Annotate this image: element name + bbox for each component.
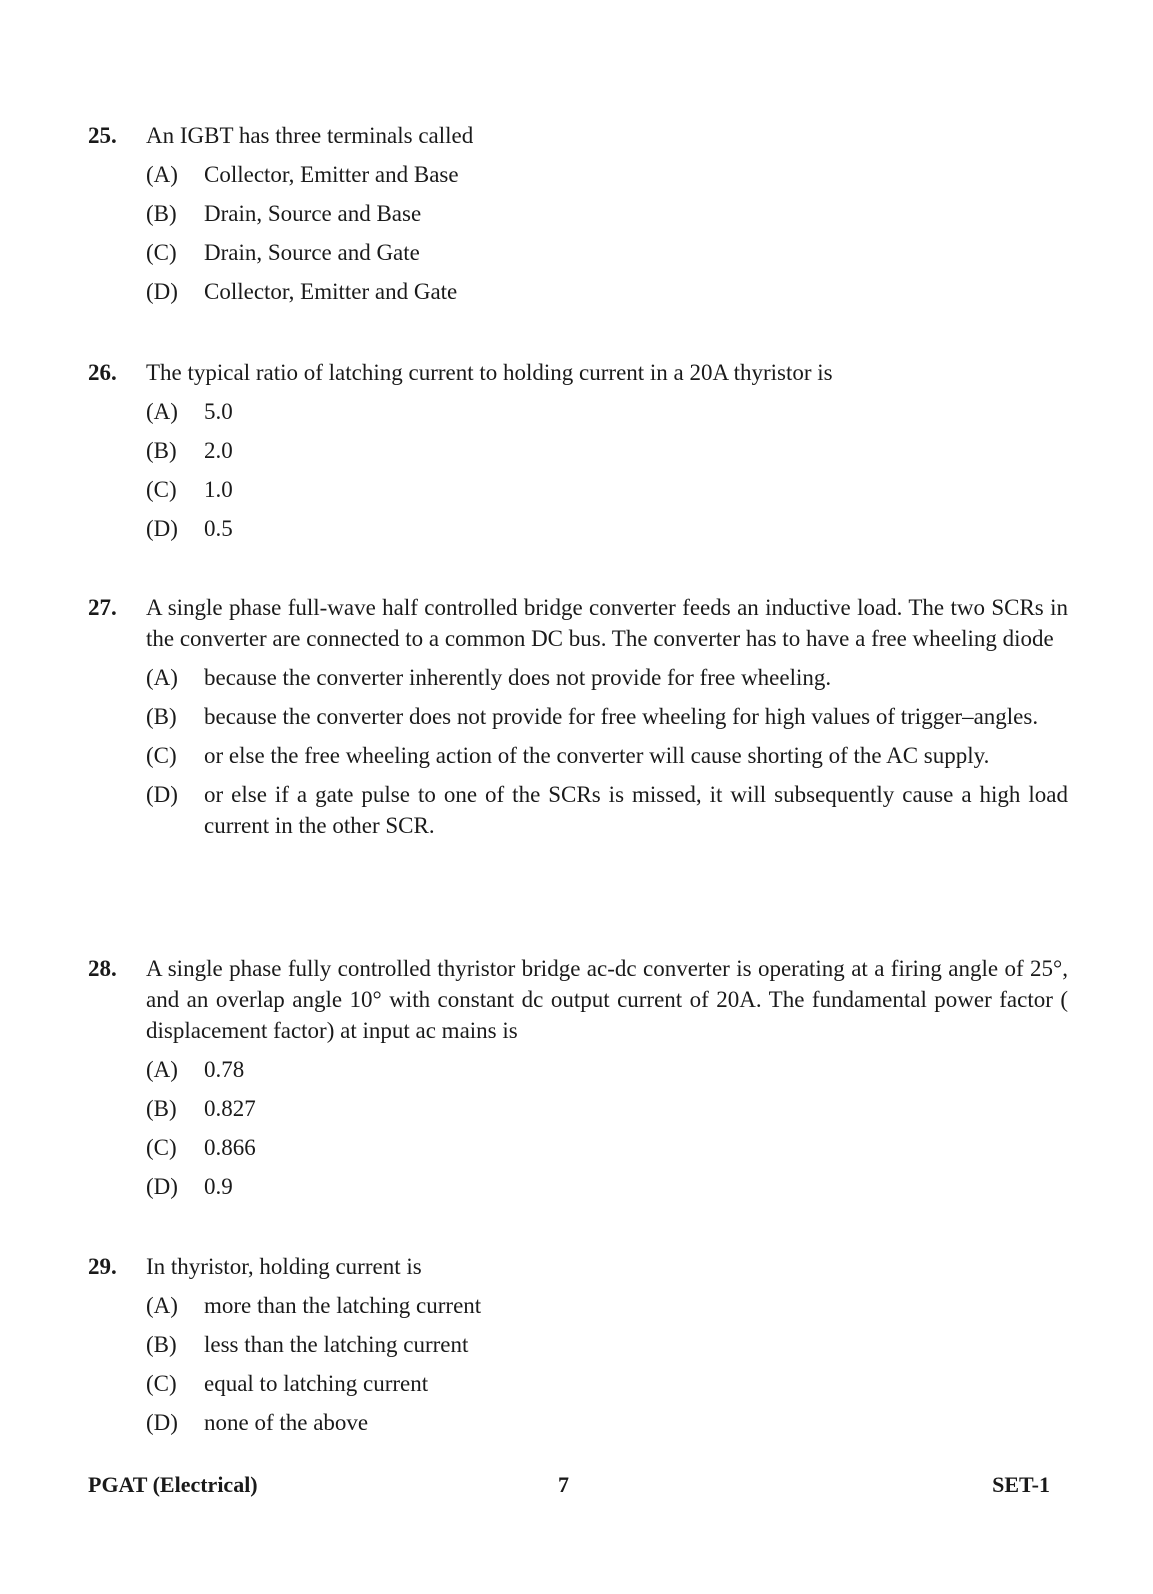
question-number: 29. bbox=[88, 1254, 117, 1279]
option-c bbox=[88, 1368, 1068, 1399]
option-text: more than the latching current bbox=[204, 1293, 482, 1318]
option-text: Drain, Source and Base bbox=[204, 201, 422, 226]
option-b bbox=[88, 435, 1068, 466]
option-text: 1.0 bbox=[204, 477, 233, 502]
option-letter: (C) bbox=[146, 743, 177, 768]
option-d bbox=[88, 779, 1068, 841]
option-letter: (C) bbox=[146, 477, 177, 502]
option-b bbox=[88, 1329, 1068, 1360]
options-list bbox=[88, 1054, 1068, 1202]
options-list bbox=[88, 1290, 1068, 1438]
page-footer bbox=[88, 1472, 1050, 1502]
option-letter: (D) bbox=[146, 516, 178, 541]
option-c bbox=[88, 474, 1068, 505]
option-text: or else if a gate pulse to one of the SCRs is missed, it will subsequently cause a high load current in the other SCR. bbox=[204, 782, 1068, 838]
option-letter: (B) bbox=[146, 438, 177, 463]
question-26 bbox=[88, 357, 1068, 552]
option-text: 0.866 bbox=[204, 1135, 256, 1160]
question-28 bbox=[88, 953, 1068, 1210]
option-text: 0.9 bbox=[204, 1174, 233, 1199]
question-number: 28. bbox=[88, 956, 117, 981]
option-text: Drain, Source and Gate bbox=[204, 240, 420, 265]
option-letter: (D) bbox=[146, 279, 178, 304]
option-text: Collector, Emitter and Gate bbox=[204, 279, 458, 304]
option-letter: (B) bbox=[146, 1096, 177, 1121]
option-c bbox=[88, 237, 1068, 268]
option-letter: (D) bbox=[146, 1410, 178, 1435]
option-text: 0.5 bbox=[204, 516, 233, 541]
set-label: SET-1 bbox=[992, 1472, 1050, 1497]
question-text: An IGBT has three terminals called bbox=[146, 123, 474, 148]
question-29 bbox=[88, 1251, 1068, 1446]
option-letter: (B) bbox=[146, 1332, 177, 1357]
option-text: less than the latching current bbox=[204, 1332, 469, 1357]
option-a bbox=[88, 1290, 1068, 1321]
question-27 bbox=[88, 592, 1068, 849]
options-list bbox=[88, 662, 1068, 841]
option-letter: (D) bbox=[146, 782, 178, 807]
option-letter: (A) bbox=[146, 665, 178, 690]
option-text: because the converter inherently does not provide for free wheeling. bbox=[204, 665, 832, 690]
option-text: none of the above bbox=[204, 1410, 369, 1435]
option-letter: (A) bbox=[146, 1293, 178, 1318]
question-number: 27. bbox=[88, 595, 117, 620]
option-text: 5.0 bbox=[204, 399, 233, 424]
question-text: In thyristor, holding current is bbox=[146, 1254, 422, 1279]
option-text: 0.827 bbox=[204, 1096, 256, 1121]
exam-name: PGAT (Electrical) bbox=[88, 1472, 258, 1497]
question-stem bbox=[88, 1251, 1068, 1282]
option-letter: (B) bbox=[146, 201, 177, 226]
option-letter: (A) bbox=[146, 399, 178, 424]
option-c bbox=[88, 1132, 1068, 1163]
option-a bbox=[88, 159, 1068, 190]
option-text: equal to latching current bbox=[204, 1371, 429, 1396]
option-letter: (B) bbox=[146, 704, 177, 729]
option-d bbox=[88, 1171, 1068, 1202]
option-letter: (D) bbox=[146, 1174, 178, 1199]
option-a bbox=[88, 396, 1068, 427]
option-text: 2.0 bbox=[204, 438, 233, 463]
question-number: 26. bbox=[88, 360, 117, 385]
option-a bbox=[88, 1054, 1068, 1085]
option-letter: (C) bbox=[146, 1371, 177, 1396]
option-letter: (A) bbox=[146, 162, 178, 187]
question-text: A single phase fully controlled thyristor bridge ac-dc converter is operating at a firing angle of 25°, and an overlap angle 10° with constant dc output current of 20A. The fundamental power factor ( displacement factor) at input ac mains is bbox=[146, 956, 1068, 1043]
option-text: Collector, Emitter and Base bbox=[204, 162, 459, 187]
option-letter: (C) bbox=[146, 1135, 177, 1160]
option-c bbox=[88, 740, 1068, 771]
option-text: because the converter does not provide for free wheeling for high values of trigger–angles. bbox=[204, 704, 1039, 729]
option-letter: (C) bbox=[146, 240, 177, 265]
question-text: The typical ratio of latching current to holding current in a 20A thyristor is bbox=[146, 360, 833, 385]
question-stem bbox=[88, 592, 1068, 654]
option-a bbox=[88, 662, 1068, 693]
question-stem bbox=[88, 953, 1068, 1046]
option-text: or else the free wheeling action of the converter will cause shorting of the AC supply. bbox=[204, 743, 990, 768]
option-d bbox=[88, 1407, 1068, 1438]
options-list bbox=[88, 396, 1068, 544]
question-text: A single phase full-wave half controlled bridge converter feeds an inductive load. The two SCRs in the converter are connected to a common DC bus. The converter has to have a free wheeling diode bbox=[146, 595, 1068, 651]
options-list bbox=[88, 159, 1068, 307]
option-letter: (A) bbox=[146, 1057, 178, 1082]
option-b bbox=[88, 198, 1068, 229]
option-b bbox=[88, 1093, 1068, 1124]
option-text: 0.78 bbox=[204, 1057, 245, 1082]
option-b bbox=[88, 701, 1068, 732]
page-number: 7 bbox=[558, 1472, 569, 1497]
question-number: 25. bbox=[88, 123, 117, 148]
question-25 bbox=[88, 120, 1068, 315]
question-stem bbox=[88, 357, 1068, 388]
question-stem bbox=[88, 120, 1068, 151]
option-d bbox=[88, 513, 1068, 544]
option-d bbox=[88, 276, 1068, 307]
